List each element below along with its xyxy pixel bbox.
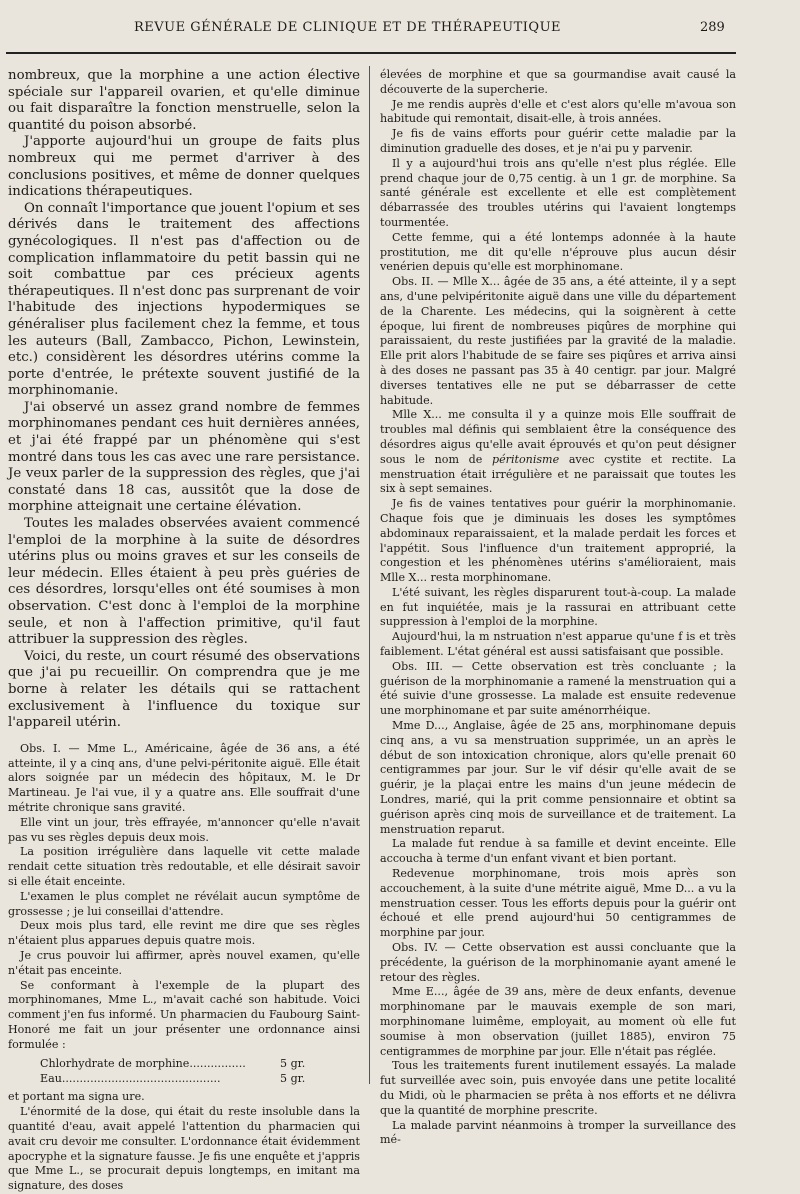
formula-ingredient: Eau............................................. — [40, 1072, 221, 1086]
text-span: avec cystite et rectite. La menstruation était irrégulière et ne paraissait que toutes les six à sept semaines. — [380, 452, 736, 496]
observation-paragraph: La malade parvint néanmoins à tromper la surveillance des mé- — [380, 1118, 736, 1147]
formula-row — [8, 1071, 360, 1086]
observation-paragraph: Je fis de vaines tentatives pour guérir la morphinomanie. Chaque fois que je diminuais les doses les symptômes abdominaux reparaissaient, et la malade perdait les forces et l'appétit. Sous l'influence d'un traitement approprié, la congestion et les phénomènes utérins s'amélioraient, mais Mlle X... resta morphinomane. — [380, 497, 736, 585]
observation-paragraph: et portant ma signa ure. — [8, 1090, 145, 1104]
left-column — [8, 68, 360, 1193]
observation-paragraph — [380, 408, 736, 497]
observation-paragraph: Cette femme, qui a été lontemps adonnée à la haute prostitution, me dit qu'elle n'éprouve plus aucun désir venérien depuis qu'elle est morphinomane. — [380, 230, 736, 274]
formula-quantity: 5 gr. — [280, 1057, 306, 1071]
formula-quantity: 5 gr. — [280, 1072, 306, 1086]
paragraph: J'ai observé un assez grand nombre de femmes morphinomanes pendant ces huit dernières années, et j'ai été frappé par un phénomène qui s'est montré dans tous les cas avec une rare persistance. Je veux parler de la suppression des règles, que j'ai constaté dans 18 cas, aussitôt que la dose de morphine atteignait une certaine élévation. — [8, 399, 360, 515]
observation-paragraph: L'énormité de la dose, qui était du reste insoluble dans la quantité d'eau, avait appelé l'attention du pharmacien qui avait cru devoir me consulter. L'ordonnance était évidemment apocryphe et la signature fausse. Je fis une enquête et j'appris que Mme L., se procurait depuis longtemps, en imitant ma signature, des doses — [8, 1105, 360, 1193]
observation-paragraph: Obs. III. — Cette observation est très concluante ; la guérison de la morphinomanie a ramené la menstruation qui a été suivie d'une grossesse. La malade est ensuite redevenue une morphinomane et par suite aménorrhéique. — [380, 659, 736, 718]
formula-row — [8, 1056, 360, 1071]
observation-paragraph: L'été suivant, les règles disparurent tout-à-coup. La malade en fut inquiétée, mais je la rassurai en attribuant cette suppression à l'emploi de la morphine. — [380, 585, 736, 629]
paragraph: Voici, du reste, un court résumé des observations que j'ai pu recueillir. On comprendra que je me borne à relater les détails qui se rattachent exclusivement à l'influence du toxique sur l'appareil utérin. — [8, 648, 360, 731]
emphasis-text: péritonisme — [492, 452, 560, 466]
observation-paragraph: Je me rendis auprès d'elle et c'est alors qu'elle m'avoua son habitude qui remontait, disait-elle, à trois années. — [380, 97, 736, 126]
column-divider — [369, 66, 370, 1084]
observation-paragraph: Mme E..., âgée de 39 ans, mère de deux enfants, devenue morphinomane par le mauvais exemple de son mari, morphinomane luimême, employait, au moment où elle fut soumise à mon observation (juillet 1885), environ 75 centigrammes de morphine par jour. Elle n'était pas réglée. — [380, 985, 736, 1058]
formula-ingredient: Chlorhydrate de morphine................ — [40, 1057, 246, 1071]
observation-paragraph: Obs. IV. — Cette observation est aussi concluante que la précédente, la guérison de la morphinomanie ayant amené le retour des règles. — [380, 941, 736, 984]
observation-paragraph: Elle vint un jour, très effrayée, m'annoncer qu'elle n'avait pas vu ses règles depuis deux mois. — [8, 815, 360, 844]
right-column — [380, 68, 736, 1147]
running-head: REVUE GÉNÉRALE DE CLINIQUE ET DE THÉRAPEUTIQUE — [134, 20, 562, 35]
observation-paragraph: élevées de morphine et que sa gourmandise avait causé la découverte de la supercherie. — [380, 68, 736, 96]
text-span: Mlle X... me consulta il y a quinze mois Elle souffrait de troubles mal définis qui semblaient être la conséquence des désordres aigus qu'elle avait éprouvés et qu'on peut désigner sous le nom de — [380, 408, 736, 466]
observation-paragraph: Redevenue morphinomane, trois mois après son accouchement, à la suite d'une métrite aiguë, Mme D... a vu la menstruation cesser. Tous les efforts depuis pour la guérir ont échoué et elle prend aujourd'hui 50 centigrammes de morphine par jour. — [380, 867, 736, 940]
paragraph: nombreux, que la morphine a une action élective spéciale sur l'appareil ovarien, et qu'elle diminue ou fait disparaître la fonction menstruelle, selon la quantité du poison absorbé. — [8, 68, 360, 133]
observation-paragraph: La malade fut rendue à sa famille et devint enceinte. Elle accoucha à terme d'un enfant vivant et bien portant. — [380, 837, 736, 866]
observation-paragraph: Je crus pouvoir lui affirmer, après nouvel examen, qu'elle n'était pas enceinte. — [8, 948, 360, 977]
observation-paragraph: Deux mois plus tard, elle revint me dire que ses règles n'étaient plus apparues depuis quatre mois. — [8, 919, 360, 948]
observation-paragraph: Obs. II. — Mlle X... âgée de 35 ans, a été atteinte, il y a sept ans, d'une pelvipéritonite aiguë dans une ville du département de la Charente. Les médecins, qui la soignèrent à cette époque, lui firent de nombreuses piqûres de morphine qui paraissaient, du reste justifiées par la gravité de la maladie. Elle prit alors l'habitude de se faire ses piqûres et arriva ainsi à des doses ne passant pas 35 à 40 centigr. par jour. Malgré diverses tentatives elle ne put se débarrasser de cette habitude. — [380, 275, 736, 407]
paragraph: Toutes les malades observées avaient commencé l'emploi de la morphine à la suite de désordres utérins plus ou moins graves et sur les conseils de leur médecin. Elles étaient à peu près guéries de ces désordres, lorsqu'elles ont été soumises à mon observation. C'est donc à l'emploi de la morphine seule, et non à l'affection primitive, qu'il faut attribuer la suppression des règles. — [8, 516, 360, 648]
paragraph: On connaît l'importance que jouent l'opium et ses dérivés dans le traitement des affections gynécologiques. Il n'est pas d'affection ou de complication inflammatoire du petit bassin qui ne soit combattue par ces précieux agents thérapeutiques. Il n'est donc pas surprenant de voir l'habitude des injections hypodermiques se généraliser plus facilement chez la femme, et tous les auteurs (Ball, Zambacco, Pichon, Lewinstein, etc.) considèrent les désordres utérins comme la porte d'entrée, le prétexte souvent justifié de la morphinomanie. — [8, 200, 360, 399]
observation-paragraph: Se conformant à l'exemple de la plupart des morphinomanes, Mme L., m'avait caché son habitude. Voici comment j'en fus informé. Un pharmacien du Faubourg Saint-Honoré me fait un jour présenter une ordonnance ainsi formulée : — [8, 978, 360, 1051]
prescription-formula — [8, 1056, 360, 1086]
observation-paragraph: Tous les traitements furent inutilement essayés. La malade fut surveillée avec soin, puis envoyée dans une petite localité du Midi, où le pharmacien se prêta à nos efforts et ne délivra que la quantité de morphine prescrite. — [380, 1059, 736, 1117]
observation-paragraph: Mme D..., Anglaise, âgée de 25 ans, morphinomane depuis cinq ans, a vu sa menstruation supprimée, un an après le début de son intoxication chronique, alors qu'elle prenait 60 centigrammes par jour. Sur le vif désir qu'elle avait de se guérir, je la plaçai entre les mains d'un jeune médecin de Londres, marié, qui la prit comme pensionnaire et obtint sa guérison après cinq mois de surveillance et de traitement. La menstruation reparut. — [380, 719, 736, 836]
header-rule — [6, 52, 736, 54]
observation-paragraph: Il y a aujourd'hui trois ans qu'elle n'est plus réglée. Elle prend chaque jour de 0,75 centig. à un 1 gr. de morphine. Sa santé générale est excellente et elle est complètement débarrassée des troubles utérins qui l'avaient longtemps tourmentée. — [380, 156, 736, 229]
page-number: 289 — [700, 20, 725, 35]
observation-paragraph: L'examen le plus complet ne révélait aucun symptôme de grossesse ; je lui conseillai d'attendre. — [8, 889, 360, 918]
observation-paragraph: Obs. I. — Mme L., Américaine, âgée de 36 ans, a été atteinte, il y a cinq ans, d'une pelvi-péritonite aiguë. Elle était alors soignée par un médecin des hôpitaux, M. le Dr Martineau. Je l'ai vue, il y a quatre ans. Elle souffrait d'une métrite chronique sans gravité. — [8, 741, 360, 814]
observation-paragraph: Je fis de vains efforts pour guérir cette maladie par la diminution graduelle des doses, et je n'ai pu y parvenir. — [380, 127, 736, 155]
observation-paragraph: La position irrégulière dans laquelle vit cette malade rendait cette situation très redoutable, et elle désirait savoir si elle était enceinte. — [8, 845, 360, 888]
page-header — [0, 14, 800, 44]
paragraph: J'apporte aujourd'hui un groupe de faits plus nombreux qui me permet d'arriver à des conclusions positives, et même de donner quelques indications thérapeutiques. — [8, 134, 360, 200]
observation-paragraph: Aujourd'hui, la m nstruation n'est apparue qu'une f is et très faiblement. L'état général est aussi satisfaisant que possible. — [380, 630, 736, 659]
